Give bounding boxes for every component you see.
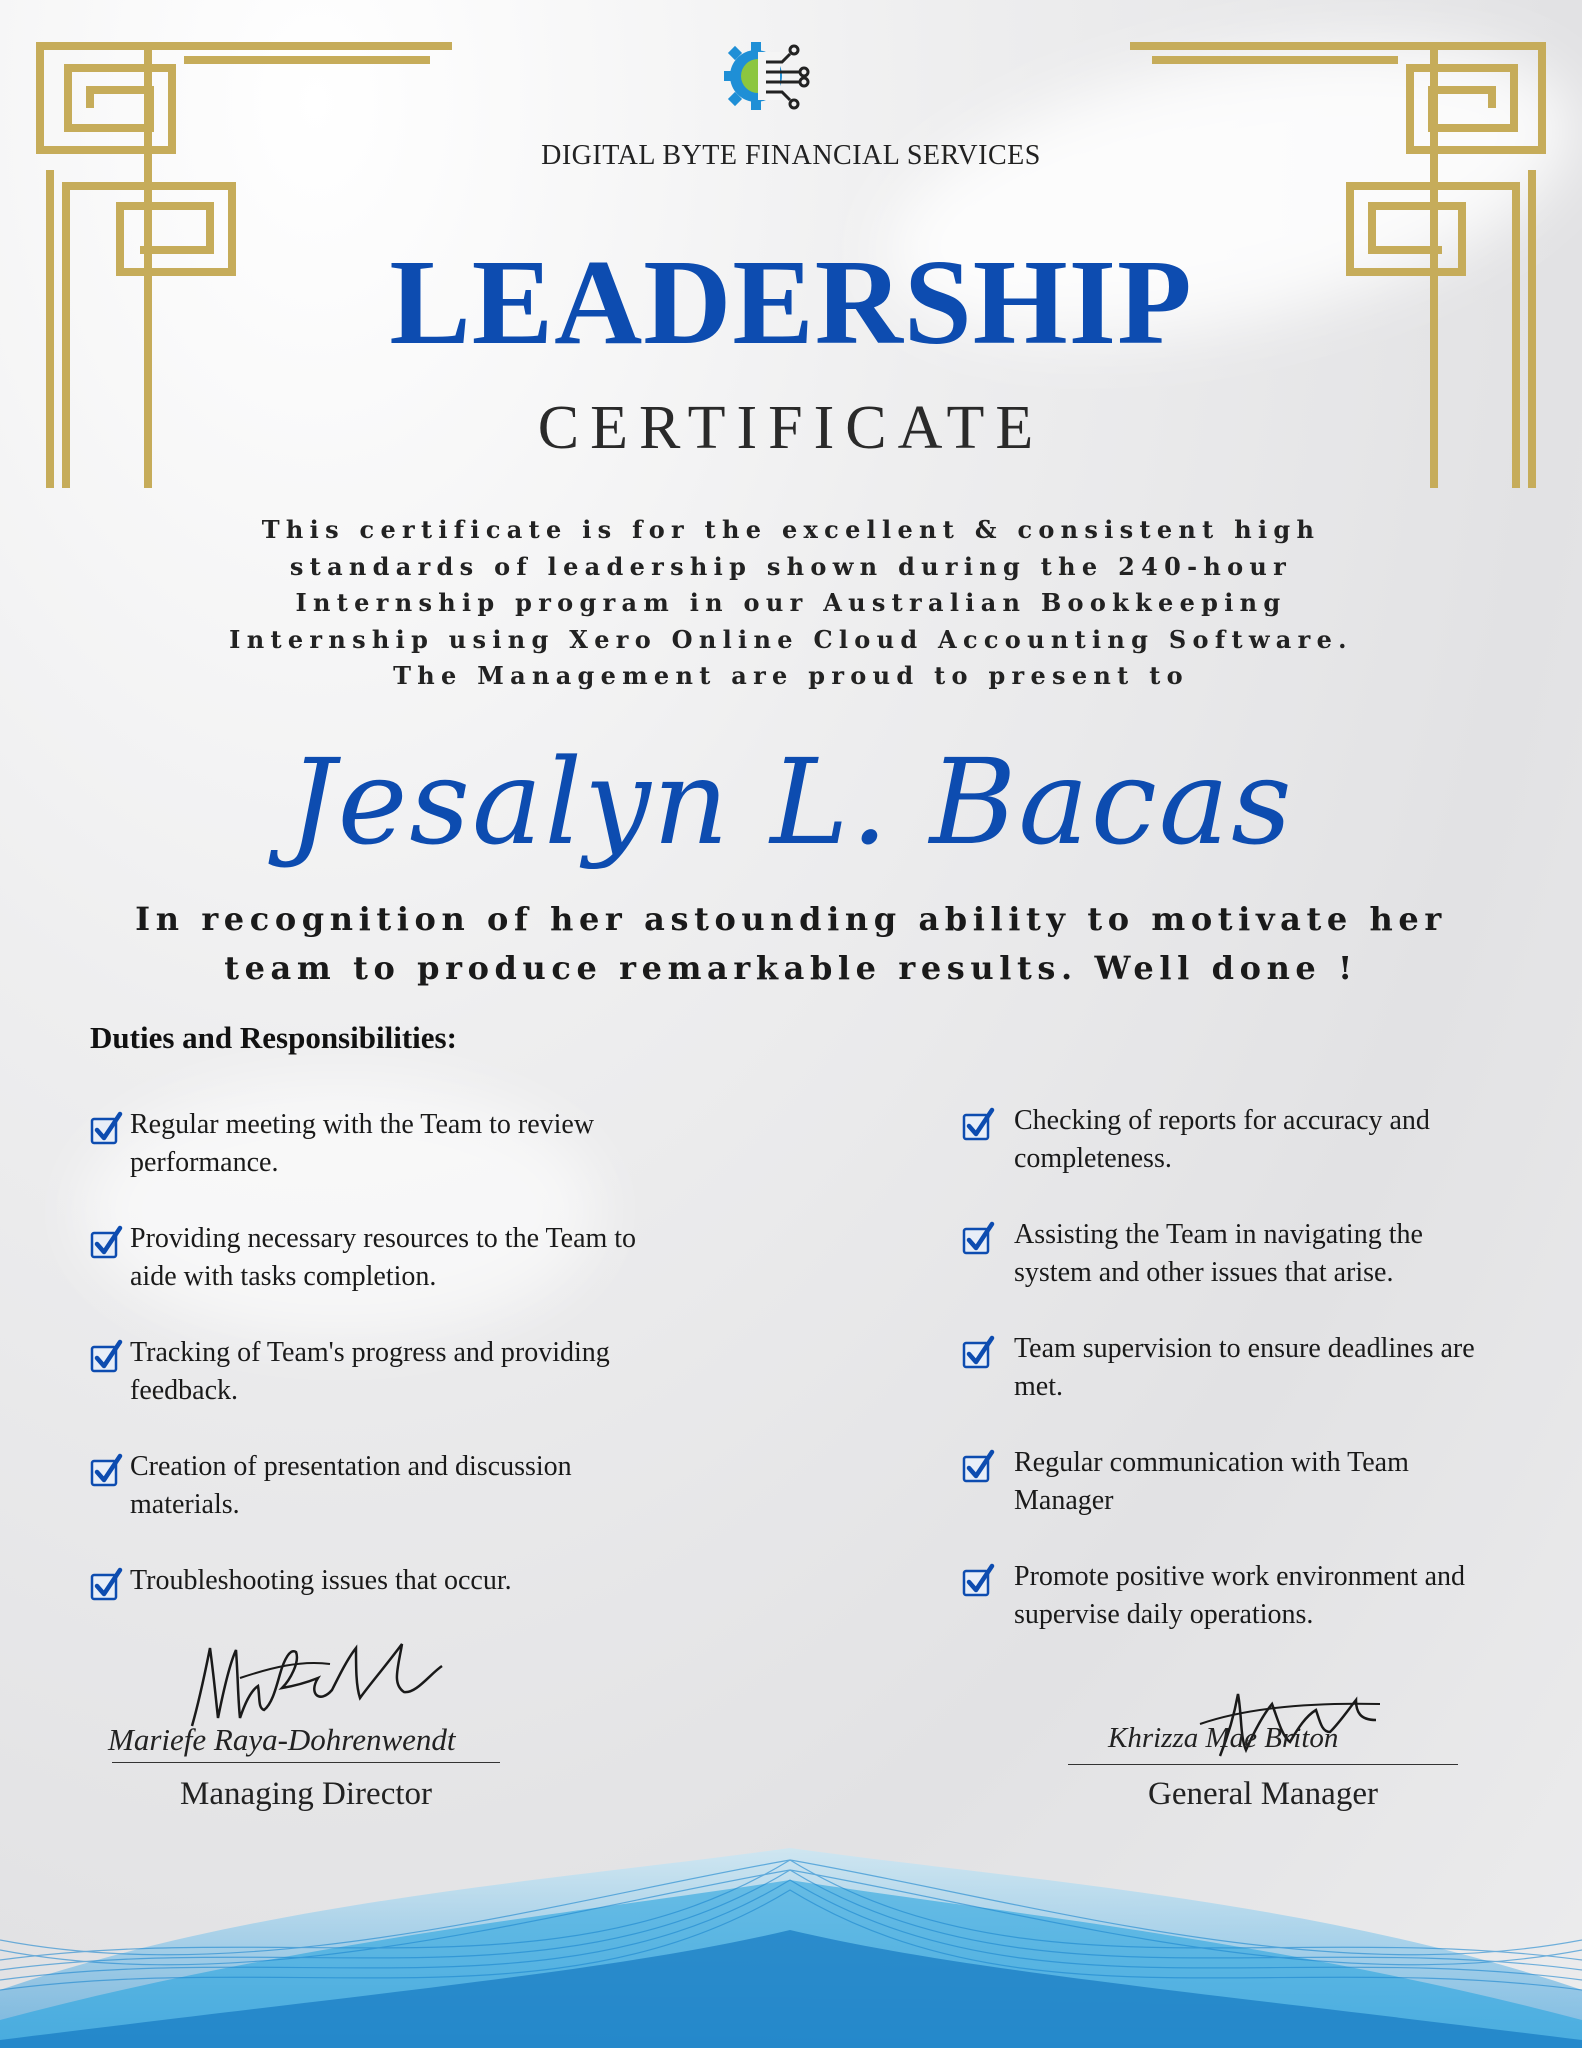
duty-text: Team supervision to ensure deadlines are met. xyxy=(1014,1333,1475,1402)
duty-item xyxy=(90,1562,650,1601)
duty-text: Providing necessary resources to the Team to aide with tasks completion. xyxy=(130,1223,637,1292)
duty-item xyxy=(90,1220,650,1296)
checkbox-checked-icon xyxy=(962,1335,996,1369)
certificate-subtitle: CERTIFICATE xyxy=(537,394,1045,462)
duty-text: Regular meeting with the Team to review performance. xyxy=(130,1109,595,1178)
signature-line-right xyxy=(1068,1764,1458,1765)
duty-item xyxy=(90,1106,650,1182)
duty-item xyxy=(962,1102,1502,1178)
duty-text: Creation of presentation and discussion materials. xyxy=(130,1451,572,1520)
duty-text: Assisting the Team in navigating the system and other issues that arise. xyxy=(1014,1219,1423,1288)
duty-item xyxy=(90,1334,650,1410)
duty-item xyxy=(962,1444,1502,1520)
checkbox-checked-icon xyxy=(90,1567,124,1601)
checkbox-checked-icon xyxy=(90,1225,124,1259)
checkbox-checked-icon xyxy=(962,1221,996,1255)
recipient-name: Jesalyn L. Bacas xyxy=(288,733,1294,871)
signatory-name-right: Khrizza Mae Briton xyxy=(1108,1722,1339,1754)
checkbox-checked-icon xyxy=(90,1453,124,1487)
signature-line-left xyxy=(112,1762,500,1763)
duty-text: Promote positive work environment and supervise daily operations. xyxy=(1014,1561,1466,1630)
checkbox-checked-icon xyxy=(962,1449,996,1483)
signatory-role-left: Managing Director xyxy=(180,1776,432,1812)
duty-text: Troubleshooting issues that occur. xyxy=(130,1565,512,1596)
duty-text: Regular communication with Team Manager xyxy=(1014,1447,1409,1516)
certificate-title: LEADERSHIP xyxy=(389,235,1193,370)
duty-item xyxy=(962,1330,1502,1406)
duty-item xyxy=(90,1448,650,1524)
checkbox-checked-icon xyxy=(90,1111,124,1145)
checkbox-checked-icon xyxy=(90,1339,124,1373)
duty-text: Checking of reports for accuracy and completeness. xyxy=(1014,1105,1430,1174)
duty-text: Tracking of Team's progress and providing feedback. xyxy=(130,1337,610,1406)
recognition-line: team to produce remarkable results. Well done ! xyxy=(224,949,1358,987)
blue-wave-footer xyxy=(0,1840,1582,2048)
duty-item xyxy=(962,1216,1502,1292)
signatory-name-left: Mariefe Raya-Dohrenwendt xyxy=(108,1722,456,1757)
certificate-intro-text: This certificate is for the excellent & consistent high standards of leadership shown during the 240-hour Internship program in our Australian Bookkeeping Internship using Xero Online Cloud Accounting Software. The Management are proud to present to xyxy=(229,515,1353,690)
recognition-line: In recognition of her astounding ability to motivate her xyxy=(135,900,1447,938)
recognition-text xyxy=(110,895,1472,993)
gear-circuit-logo-icon xyxy=(722,34,814,118)
duties-heading: Duties and Responsibilities: xyxy=(90,1020,457,1055)
checkbox-checked-icon xyxy=(962,1563,996,1597)
company-name: DIGITAL BYTE FINANCIAL SERVICES xyxy=(541,140,1041,171)
signatory-role-right: General Manager xyxy=(1148,1776,1378,1812)
checkbox-checked-icon xyxy=(962,1107,996,1141)
duty-item xyxy=(962,1558,1502,1634)
